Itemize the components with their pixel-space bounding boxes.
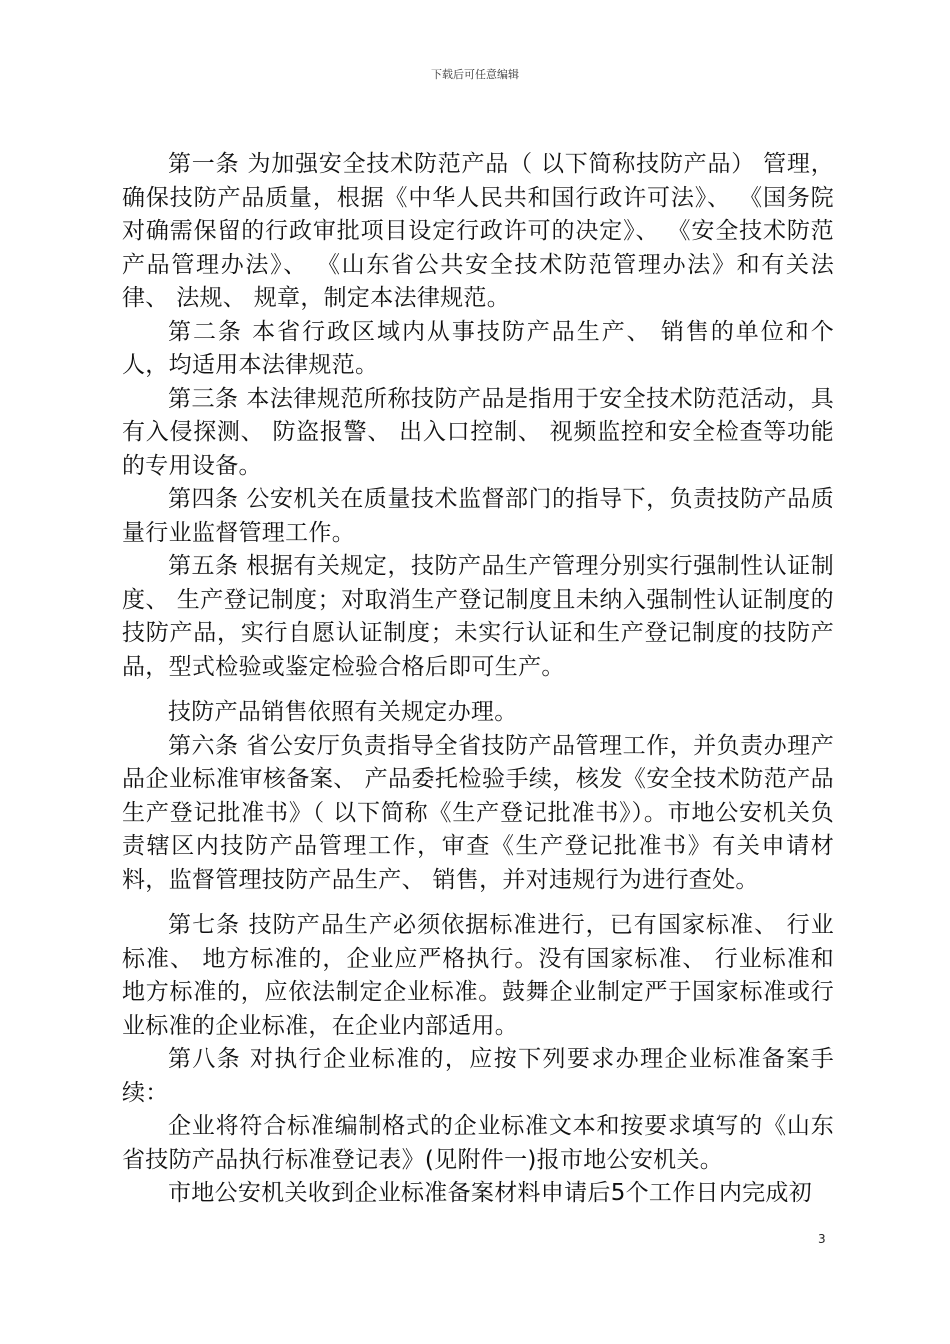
document-body — [122, 148, 834, 1211]
paragraph-article-4: 第四条 公安机关在质量技术监督部门的指导下，负责技防产品质量行业监督管理工作。 — [122, 486, 834, 546]
paragraph-article-1: 第一条 为加强安全技术防范产品（ 以下简称技防产品） 管理，确保技防产品质量，根据《中华人民共和国行政许可法》、 《国务院对确需保留的行政审批项目设定行政许可的决定》、 《安全技术防范产品管理办法》、 《山东省公共安全技术防范管理办法》和有关法律、 法规、 规章，制定本法律规范。 — [122, 151, 834, 311]
header-note: 下载后可任意编辑 — [431, 68, 519, 81]
paragraph-filing-step-1: 企业将符合标准编制格式的企业标准文本和按要求填写的《山东省技防产品执行标准登记表》(见附件一)报市地公安机关。 — [122, 1113, 834, 1173]
paragraph-article-8: 第八条 对执行企业标准的，应按下列要求办理企业标准备案手续： — [122, 1046, 834, 1106]
paragraph-article-5: 第五条 根据有关规定，技防产品生产管理分别实行强制性认证制度、 生产登记制度；对取消生产登记制度且未纳入强制性认证制度的技防产品，实行自愿认证制度；未实行认证和生产登记制度的技防产品，型式检验或鉴定检验合格后即可生产。 — [122, 553, 834, 680]
paragraph-sales-note: 技防产品销售依照有关规定办理。 — [168, 699, 518, 725]
paragraph-article-6: 第六条 省公安厅负责指导全省技防产品管理工作，并负责办理产品企业标准审核备案、 产品委托检验手续，核发《安全技术防范产品生产登记批准书》（ 以下简称《生产登记批准书》）。市地公安机关负责辖区内技防产品管理工作，审查《生产登记批准书》有关申请材料，监督管理技防产品生产、 销售，并对违规行为进行查处。 — [122, 732, 834, 893]
paragraph-article-3: 第三条 本法律规范所称技防产品是指用于安全技术防范活动，具有入侵探测、 防盗报警、 出入口控制、 视频监控和安全检查等功能的专用设备。 — [122, 385, 834, 479]
page-number: 3 — [818, 1232, 826, 1246]
paragraph-article-7: 第七条 技防产品生产必须依据标准进行，已有国家标准、 行业标准、 地方标准的，企业应严格执行。没有国家标准、 行业标准和地方标准的，应依法制定企业标准。鼓舞企业制定严于国家标准或行业标准的企业标准，在企业内部适用。 — [122, 912, 834, 1039]
paragraph-article-2: 第二条 本省行政区域内从事技防产品生产、 销售的单位和个人，均适用本法律规范。 — [122, 318, 834, 378]
paragraph-filing-step-2: 市地公安机关收到企业标准备案材料申请后5个工作日内完成初 — [168, 1180, 813, 1206]
